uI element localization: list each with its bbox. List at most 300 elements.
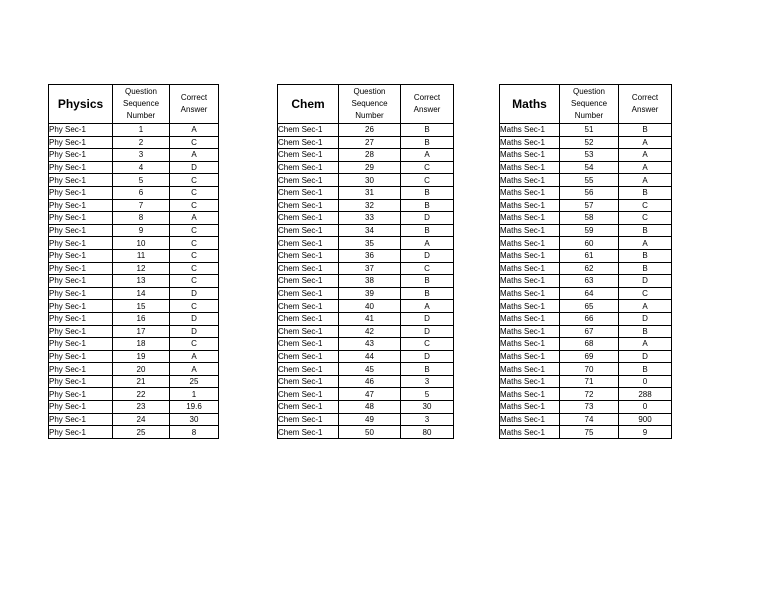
correct-answer-cell: B xyxy=(401,287,454,300)
table-row xyxy=(49,174,219,187)
question-number-cell: 23 xyxy=(113,401,170,414)
correct-answer-cell: C xyxy=(170,249,219,262)
table-row xyxy=(278,149,454,162)
question-number-cell: 65 xyxy=(560,300,619,313)
table-row xyxy=(49,312,219,325)
question-number-cell: 18 xyxy=(113,338,170,351)
question-number-cell: 69 xyxy=(560,350,619,363)
table-row xyxy=(278,212,454,225)
question-number-cell: 15 xyxy=(113,300,170,313)
question-number-cell: 48 xyxy=(339,401,401,414)
table-row xyxy=(278,124,454,137)
correct-answer-cell: 30 xyxy=(401,401,454,414)
section-cell: Phy Sec-1 xyxy=(49,300,113,313)
section-cell: Chem Sec-1 xyxy=(278,363,339,376)
table-row xyxy=(49,350,219,363)
section-cell: Phy Sec-1 xyxy=(49,325,113,338)
question-number-cell: 59 xyxy=(560,224,619,237)
question-number-cell: 40 xyxy=(339,300,401,313)
section-cell: Chem Sec-1 xyxy=(278,237,339,250)
section-cell: Chem Sec-1 xyxy=(278,262,339,275)
correct-answer-cell: 30 xyxy=(170,413,219,426)
question-number-cell: 9 xyxy=(113,224,170,237)
table-row xyxy=(500,149,672,162)
table-row xyxy=(500,312,672,325)
table-row xyxy=(278,413,454,426)
question-number-cell: 60 xyxy=(560,237,619,250)
question-number-cell: 58 xyxy=(560,212,619,225)
section-cell: Maths Sec-1 xyxy=(500,325,560,338)
question-number-cell: 38 xyxy=(339,275,401,288)
question-number-cell: 72 xyxy=(560,388,619,401)
section-cell: Chem Sec-1 xyxy=(278,224,339,237)
section-cell: Maths Sec-1 xyxy=(500,426,560,439)
question-number-cell: 64 xyxy=(560,287,619,300)
table-row xyxy=(278,136,454,149)
correct-answer-cell: 3 xyxy=(401,413,454,426)
question-number-cell: 10 xyxy=(113,237,170,250)
maths-rows xyxy=(500,124,672,439)
correct-answer-cell: 8 xyxy=(170,426,219,439)
question-number-header: Question Sequence Number xyxy=(560,85,619,124)
section-cell: Maths Sec-1 xyxy=(500,186,560,199)
section-cell: Chem Sec-1 xyxy=(278,136,339,149)
correct-answer-header: Correct Answer xyxy=(401,85,454,124)
table-row xyxy=(49,413,219,426)
table-row xyxy=(278,350,454,363)
section-cell: Chem Sec-1 xyxy=(278,174,339,187)
question-number-cell: 43 xyxy=(339,338,401,351)
table-row xyxy=(278,325,454,338)
correct-answer-cell: C xyxy=(401,338,454,351)
table-row xyxy=(500,426,672,439)
question-number-cell: 29 xyxy=(339,161,401,174)
table-row xyxy=(278,287,454,300)
section-cell: Chem Sec-1 xyxy=(278,249,339,262)
table-row xyxy=(278,388,454,401)
question-number-cell: 67 xyxy=(560,325,619,338)
question-number-cell: 56 xyxy=(560,186,619,199)
table-row xyxy=(49,249,219,262)
section-cell: Chem Sec-1 xyxy=(278,426,339,439)
section-cell: Phy Sec-1 xyxy=(49,237,113,250)
section-cell: Phy Sec-1 xyxy=(49,363,113,376)
table-row xyxy=(500,224,672,237)
correct-answer-cell: A xyxy=(619,174,672,187)
correct-answer-cell: C xyxy=(170,199,219,212)
correct-answer-cell: A xyxy=(619,300,672,313)
correct-answer-cell: C xyxy=(619,199,672,212)
section-cell: Chem Sec-1 xyxy=(278,149,339,162)
question-number-cell: 73 xyxy=(560,401,619,414)
correct-answer-cell: B xyxy=(401,275,454,288)
section-cell: Chem Sec-1 xyxy=(278,388,339,401)
question-number-cell: 1 xyxy=(113,124,170,137)
question-number-cell: 35 xyxy=(339,237,401,250)
table-row xyxy=(278,161,454,174)
table-row xyxy=(49,426,219,439)
table-row xyxy=(278,363,454,376)
table-row xyxy=(278,224,454,237)
section-cell: Phy Sec-1 xyxy=(49,199,113,212)
table-row xyxy=(49,161,219,174)
table-row xyxy=(49,224,219,237)
table-row xyxy=(500,136,672,149)
table-row xyxy=(500,287,672,300)
correct-answer-cell: A xyxy=(170,350,219,363)
question-number-cell: 37 xyxy=(339,262,401,275)
correct-answer-cell: C xyxy=(170,275,219,288)
subject-header: Physics xyxy=(49,85,113,124)
correct-answer-cell: B xyxy=(619,325,672,338)
correct-answer-cell: C xyxy=(401,262,454,275)
section-cell: Phy Sec-1 xyxy=(49,350,113,363)
correct-answer-cell: A xyxy=(401,149,454,162)
table-row xyxy=(278,426,454,439)
table-row xyxy=(278,249,454,262)
question-number-cell: 30 xyxy=(339,174,401,187)
table-row xyxy=(49,363,219,376)
table-row xyxy=(500,350,672,363)
correct-answer-cell: C xyxy=(170,237,219,250)
correct-answer-cell: B xyxy=(619,262,672,275)
question-number-cell: 45 xyxy=(339,363,401,376)
table-row xyxy=(500,249,672,262)
correct-answer-cell: A xyxy=(619,136,672,149)
section-cell: Maths Sec-1 xyxy=(500,212,560,225)
section-cell: Maths Sec-1 xyxy=(500,338,560,351)
table-row xyxy=(500,199,672,212)
section-cell: Chem Sec-1 xyxy=(278,186,339,199)
question-number-cell: 3 xyxy=(113,149,170,162)
table-row xyxy=(49,287,219,300)
correct-answer-cell: D xyxy=(401,325,454,338)
table-row xyxy=(49,199,219,212)
question-number-cell: 11 xyxy=(113,249,170,262)
correct-answer-cell: 3 xyxy=(401,375,454,388)
section-cell: Maths Sec-1 xyxy=(500,224,560,237)
question-number-header: Question Sequence Number xyxy=(113,85,170,124)
section-cell: Chem Sec-1 xyxy=(278,350,339,363)
question-number-cell: 34 xyxy=(339,224,401,237)
correct-answer-cell: B xyxy=(401,136,454,149)
question-number-cell: 32 xyxy=(339,199,401,212)
section-cell: Chem Sec-1 xyxy=(278,338,339,351)
table-row xyxy=(500,413,672,426)
table-row xyxy=(49,388,219,401)
correct-answer-cell: D xyxy=(619,312,672,325)
question-number-cell: 41 xyxy=(339,312,401,325)
section-cell: Chem Sec-1 xyxy=(278,312,339,325)
section-cell: Phy Sec-1 xyxy=(49,312,113,325)
question-number-cell: 36 xyxy=(339,249,401,262)
table-row xyxy=(500,338,672,351)
section-cell: Maths Sec-1 xyxy=(500,300,560,313)
question-number-cell: 50 xyxy=(339,426,401,439)
table-row xyxy=(500,237,672,250)
section-cell: Maths Sec-1 xyxy=(500,199,560,212)
section-cell: Phy Sec-1 xyxy=(49,375,113,388)
correct-answer-cell: A xyxy=(401,237,454,250)
table-row xyxy=(49,124,219,137)
correct-answer-cell: C xyxy=(401,161,454,174)
correct-answer-cell: A xyxy=(619,338,672,351)
subject-header: Chem xyxy=(278,85,339,124)
correct-answer-cell: C xyxy=(170,224,219,237)
table-row xyxy=(500,262,672,275)
correct-answer-cell: 1 xyxy=(170,388,219,401)
correct-answer-cell: 5 xyxy=(401,388,454,401)
section-cell: Phy Sec-1 xyxy=(49,224,113,237)
question-number-cell: 74 xyxy=(560,413,619,426)
correct-answer-cell: A xyxy=(170,149,219,162)
table-row xyxy=(278,199,454,212)
correct-answer-cell: D xyxy=(401,350,454,363)
section-cell: Maths Sec-1 xyxy=(500,174,560,187)
question-number-cell: 7 xyxy=(113,199,170,212)
correct-answer-cell: B xyxy=(619,124,672,137)
question-number-cell: 52 xyxy=(560,136,619,149)
section-cell: Chem Sec-1 xyxy=(278,124,339,137)
chem-rows xyxy=(278,124,454,439)
table-row xyxy=(49,212,219,225)
question-number-cell: 6 xyxy=(113,186,170,199)
table-row xyxy=(49,275,219,288)
correct-answer-cell: 9 xyxy=(619,426,672,439)
correct-answer-cell: C xyxy=(170,262,219,275)
question-number-cell: 16 xyxy=(113,312,170,325)
question-number-cell: 19 xyxy=(113,350,170,363)
section-cell: Phy Sec-1 xyxy=(49,124,113,137)
subject-header: Maths xyxy=(500,85,560,124)
section-cell: Phy Sec-1 xyxy=(49,174,113,187)
question-number-cell: 28 xyxy=(339,149,401,162)
correct-answer-cell: C xyxy=(170,174,219,187)
section-cell: Phy Sec-1 xyxy=(49,262,113,275)
table-row xyxy=(500,375,672,388)
table-row xyxy=(500,363,672,376)
table-row xyxy=(278,312,454,325)
section-cell: Phy Sec-1 xyxy=(49,249,113,262)
question-number-cell: 46 xyxy=(339,375,401,388)
section-cell: Chem Sec-1 xyxy=(278,401,339,414)
question-number-cell: 12 xyxy=(113,262,170,275)
section-cell: Phy Sec-1 xyxy=(49,338,113,351)
table-row xyxy=(500,325,672,338)
section-cell: Maths Sec-1 xyxy=(500,136,560,149)
correct-answer-cell: C xyxy=(619,287,672,300)
correct-answer-cell: A xyxy=(619,149,672,162)
question-number-cell: 26 xyxy=(339,124,401,137)
section-cell: Maths Sec-1 xyxy=(500,388,560,401)
correct-answer-cell: D xyxy=(401,212,454,225)
section-cell: Phy Sec-1 xyxy=(49,149,113,162)
question-number-cell: 21 xyxy=(113,375,170,388)
question-number-cell: 42 xyxy=(339,325,401,338)
table-row xyxy=(500,401,672,414)
table-row xyxy=(49,325,219,338)
question-number-cell: 47 xyxy=(339,388,401,401)
correct-answer-cell: A xyxy=(170,124,219,137)
correct-answer-cell: 19.6 xyxy=(170,401,219,414)
table-row xyxy=(278,174,454,187)
table-row xyxy=(500,300,672,313)
correct-answer-cell: D xyxy=(619,350,672,363)
question-number-cell: 53 xyxy=(560,149,619,162)
question-number-cell: 61 xyxy=(560,249,619,262)
correct-answer-cell: D xyxy=(401,312,454,325)
maths-answer-table xyxy=(499,84,672,439)
correct-answer-cell: D xyxy=(170,287,219,300)
correct-answer-cell: D xyxy=(170,312,219,325)
correct-answer-cell: C xyxy=(619,212,672,225)
question-number-cell: 2 xyxy=(113,136,170,149)
correct-answer-cell: D xyxy=(170,161,219,174)
correct-answer-cell: C xyxy=(170,186,219,199)
section-cell: Chem Sec-1 xyxy=(278,375,339,388)
question-number-cell: 70 xyxy=(560,363,619,376)
correct-answer-cell: 288 xyxy=(619,388,672,401)
section-cell: Phy Sec-1 xyxy=(49,186,113,199)
question-number-cell: 71 xyxy=(560,375,619,388)
correct-answer-cell: 0 xyxy=(619,401,672,414)
question-number-cell: 31 xyxy=(339,186,401,199)
question-number-cell: 22 xyxy=(113,388,170,401)
section-cell: Maths Sec-1 xyxy=(500,149,560,162)
table-row xyxy=(278,186,454,199)
question-number-cell: 75 xyxy=(560,426,619,439)
correct-answer-cell: B xyxy=(401,363,454,376)
section-cell: Phy Sec-1 xyxy=(49,287,113,300)
question-number-header: Question Sequence Number xyxy=(339,85,401,124)
question-number-cell: 24 xyxy=(113,413,170,426)
correct-answer-cell: B xyxy=(619,249,672,262)
correct-answer-cell: B xyxy=(401,124,454,137)
question-number-cell: 66 xyxy=(560,312,619,325)
section-cell: Phy Sec-1 xyxy=(49,413,113,426)
question-number-cell: 62 xyxy=(560,262,619,275)
correct-answer-cell: B xyxy=(401,224,454,237)
table-row xyxy=(278,401,454,414)
table-row xyxy=(278,375,454,388)
correct-answer-cell: D xyxy=(619,275,672,288)
question-number-cell: 33 xyxy=(339,212,401,225)
correct-answer-cell: A xyxy=(619,237,672,250)
correct-answer-cell: B xyxy=(619,363,672,376)
correct-answer-cell: C xyxy=(170,136,219,149)
table-row xyxy=(278,262,454,275)
physics-answer-table xyxy=(48,84,219,439)
section-cell: Chem Sec-1 xyxy=(278,161,339,174)
chem-answer-table xyxy=(277,84,454,439)
correct-answer-cell: D xyxy=(401,249,454,262)
section-cell: Maths Sec-1 xyxy=(500,401,560,414)
table-row xyxy=(49,401,219,414)
table-row xyxy=(49,186,219,199)
section-cell: Chem Sec-1 xyxy=(278,212,339,225)
section-cell: Chem Sec-1 xyxy=(278,413,339,426)
table-row xyxy=(500,212,672,225)
correct-answer-cell: 25 xyxy=(170,375,219,388)
section-cell: Maths Sec-1 xyxy=(500,249,560,262)
physics-rows xyxy=(49,124,219,439)
section-cell: Maths Sec-1 xyxy=(500,124,560,137)
question-number-cell: 8 xyxy=(113,212,170,225)
correct-answer-cell: C xyxy=(401,174,454,187)
correct-answer-cell: C xyxy=(170,300,219,313)
correct-answer-cell: 900 xyxy=(619,413,672,426)
section-cell: Chem Sec-1 xyxy=(278,275,339,288)
table-row xyxy=(500,388,672,401)
question-number-cell: 17 xyxy=(113,325,170,338)
question-number-cell: 20 xyxy=(113,363,170,376)
table-row xyxy=(49,338,219,351)
question-number-cell: 4 xyxy=(113,161,170,174)
section-cell: Maths Sec-1 xyxy=(500,275,560,288)
question-number-cell: 44 xyxy=(339,350,401,363)
table-row xyxy=(49,149,219,162)
table-row xyxy=(49,136,219,149)
correct-answer-cell: 80 xyxy=(401,426,454,439)
question-number-cell: 54 xyxy=(560,161,619,174)
correct-answer-cell: C xyxy=(170,338,219,351)
correct-answer-cell: A xyxy=(170,212,219,225)
section-cell: Phy Sec-1 xyxy=(49,388,113,401)
correct-answer-cell: A xyxy=(170,363,219,376)
section-cell: Maths Sec-1 xyxy=(500,363,560,376)
correct-answer-cell: A xyxy=(619,161,672,174)
table-row xyxy=(500,161,672,174)
section-cell: Phy Sec-1 xyxy=(49,136,113,149)
correct-answer-cell: B xyxy=(401,186,454,199)
correct-answer-cell: B xyxy=(401,199,454,212)
correct-answer-cell: A xyxy=(401,300,454,313)
correct-answer-cell: 0 xyxy=(619,375,672,388)
table-row xyxy=(278,300,454,313)
section-cell: Maths Sec-1 xyxy=(500,375,560,388)
section-cell: Maths Sec-1 xyxy=(500,287,560,300)
section-cell: Phy Sec-1 xyxy=(49,426,113,439)
question-number-cell: 25 xyxy=(113,426,170,439)
question-number-cell: 51 xyxy=(560,124,619,137)
section-cell: Chem Sec-1 xyxy=(278,300,339,313)
section-cell: Maths Sec-1 xyxy=(500,350,560,363)
section-cell: Chem Sec-1 xyxy=(278,325,339,338)
question-number-cell: 68 xyxy=(560,338,619,351)
table-row xyxy=(278,275,454,288)
section-cell: Phy Sec-1 xyxy=(49,401,113,414)
table-row xyxy=(49,237,219,250)
question-number-cell: 55 xyxy=(560,174,619,187)
question-number-cell: 5 xyxy=(113,174,170,187)
section-cell: Chem Sec-1 xyxy=(278,287,339,300)
question-number-cell: 57 xyxy=(560,199,619,212)
section-cell: Maths Sec-1 xyxy=(500,312,560,325)
question-number-cell: 27 xyxy=(339,136,401,149)
table-row xyxy=(278,237,454,250)
section-cell: Chem Sec-1 xyxy=(278,199,339,212)
question-number-cell: 63 xyxy=(560,275,619,288)
correct-answer-header: Correct Answer xyxy=(619,85,672,124)
table-row xyxy=(500,186,672,199)
table-row xyxy=(500,124,672,137)
table-row xyxy=(500,174,672,187)
table-row xyxy=(49,262,219,275)
correct-answer-header: Correct Answer xyxy=(170,85,219,124)
table-row xyxy=(49,300,219,313)
question-number-cell: 13 xyxy=(113,275,170,288)
table-row xyxy=(49,375,219,388)
